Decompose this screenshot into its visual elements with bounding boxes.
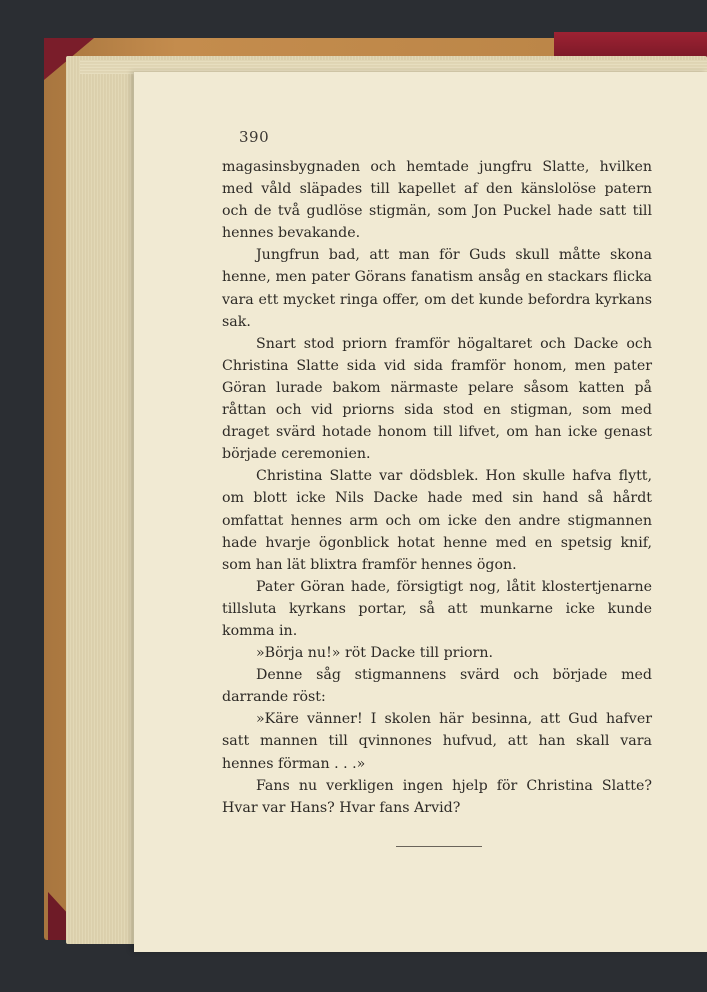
paragraph: Jungfrun bad, att man för Guds skull måtte skona henne, men pater Görans fanatism ansåg en stackars flicka vara ett mycket ringa offer, om det kunde befordra kyrkans sak. <box>222 247 652 330</box>
paragraph: »Käre vänner! I skolen här besinna, att Gud hafver satt mannen till qvinnones hufvud, att han skall vara hennes förman . . .» <box>222 711 652 772</box>
paragraph: Denne såg stigmannens svärd och började med darrande röst: <box>222 667 652 706</box>
paragraph: magasinsbygnaden och hemtade jungfru Slatte, hvilken med våld släpades till kapellet af den känslolöse patern och de två gudlöse stigmän, som Jon Puckel hade satt till hennes bevakande. <box>222 159 652 242</box>
paragraph: Christina Slatte var dödsblek. Hon skulle hafva flytt, om blott icke Nils Dacke hade med sin hand så hårdt omfattat hennes arm och om icke den andre stigmannen hade hvarje ögonblick hotat henne med en spetsig knif, som han lät blixtra framför hennes ögon. <box>222 468 652 573</box>
paragraph: »Börja nu!» röt Dacke till priorn. <box>256 645 493 662</box>
paragraph: Pater Göran hade, försigtigt nog, låtit klostertjenarne tillsluta kyrkans portar, så att munkarne icke kunde komma in. <box>222 578 652 639</box>
page-text <box>222 156 652 819</box>
paragraph: Snart stod priorn framför högaltaret och Dacke och Christina Slatte sida vid sida framför honom, men pater Göran lurade bakom närmaste pelare såsom katten på råttan och vid priorns sida stod en stigman, som med draget svärd hotade honom till lifvet, om han icke genast började ceremonien. <box>222 335 652 463</box>
paragraph: Fans nu verkligen ingen hjelp för Christina Slatte? Hvar var Hans? Hvar fans Arvid? <box>222 777 652 816</box>
page-number: 390 <box>239 128 270 146</box>
chapter-end-rule <box>396 846 482 847</box>
